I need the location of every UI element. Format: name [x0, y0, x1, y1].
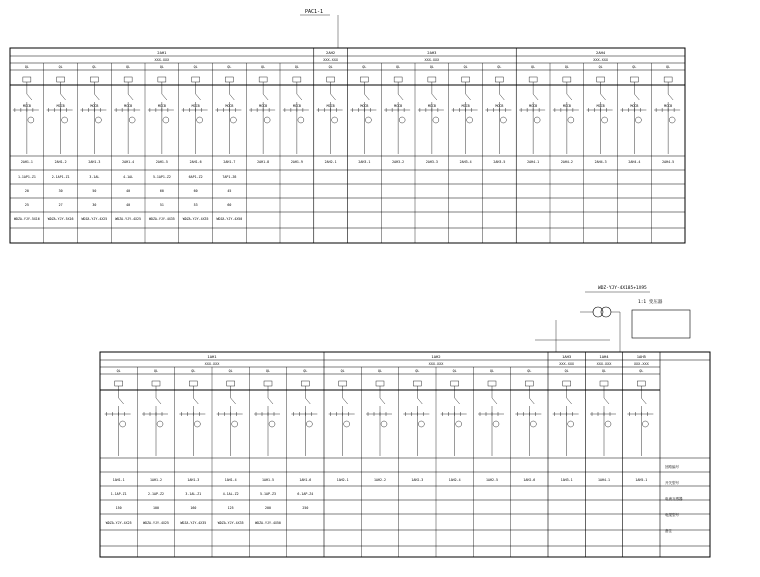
panel-a-cell-row1: 2AH4-4 — [628, 160, 641, 164]
panel-b-frame — [100, 352, 710, 557]
panel-a-cell-row1: 2AH1-8 — [257, 160, 270, 164]
panel-a-cell-row2: 6AP1-Z2 — [188, 175, 203, 179]
panel-a-col-tag: QL — [531, 65, 536, 69]
panel-a-cell-row4: 60 — [227, 203, 232, 207]
panel-b-cell-row1: 1AH2-3 — [411, 478, 424, 482]
panel-a-breaker-label: MCCB — [427, 104, 436, 108]
panel-a-col-tag: QL — [294, 65, 299, 69]
panel-b-col-tag: QL — [452, 369, 457, 373]
transformer-symbol — [535, 307, 690, 352]
panel-b-right-label: 开关型号 — [665, 481, 679, 485]
panel-b-cell-row1: 1AH2-1 — [336, 478, 349, 482]
panel-a-col-tag: QL — [92, 65, 97, 69]
panel-a-feeder — [182, 77, 208, 154]
panel-a-cell-row3: 60 — [193, 189, 198, 193]
panel-a-feeder — [620, 77, 646, 154]
panel-b-feeder — [478, 381, 504, 456]
panel-a-cell-row1: 2AH3-4 — [459, 160, 472, 164]
panel-b-right-label: 电缆型号 — [665, 513, 679, 517]
panel-a-feeder — [654, 77, 680, 154]
panel-a-breaker-label: MCCB — [124, 104, 133, 108]
panel-b-feeder — [403, 381, 429, 456]
panel-a-cell-row1: 2AH3-1 — [358, 160, 371, 164]
panel-b-section-sub: XXX-XXX — [596, 362, 612, 366]
panel-a-section-sub: XXX-XXX — [593, 58, 609, 62]
panel-b-cell-row2: 5-1AP-Z3 — [260, 492, 276, 496]
panel-a-breaker-label: MCCB — [259, 104, 268, 108]
top-tag: PAC1-1 — [305, 9, 324, 15]
panel-a-section-header: 2AH2 — [326, 50, 336, 55]
panel-b-right-label: 备注 — [665, 529, 672, 533]
panel-a-cell-cable: WDZA-YJY-4X35 — [182, 217, 209, 221]
panel-b-cell-cable: WDZA-YJY-4X25 — [143, 521, 169, 525]
panel-b-cell-row1: 1AH1-1 — [112, 478, 125, 482]
panel-a-feeder — [485, 77, 511, 154]
panel-a-breaker-label: MCCB — [495, 104, 504, 108]
panel-a-feeder — [587, 77, 613, 154]
panel-a-feeders — [10, 48, 685, 243]
panel-b-feeders — [100, 352, 660, 557]
right-cable-tag: WDZ-YJY-4X185+1X95 — [598, 286, 647, 291]
panel-a-cell-row1: 2AH3-5 — [493, 160, 506, 164]
panel-a-feeder — [384, 77, 410, 154]
panel-a-feeder — [519, 77, 545, 154]
panel-a-breaker-label: MCCB — [529, 104, 538, 108]
panel-a-section-sub: XXX-XXX — [424, 58, 440, 62]
panel-b-cell-row1: 1AH2-5 — [486, 478, 498, 482]
panel-b-cell-row1: 1AH5-1 — [635, 478, 648, 482]
panel-b-section-header: 1AH5 — [636, 354, 646, 359]
panel-b-feeder — [627, 381, 653, 456]
panel-b-section-header: 1AH4 — [599, 354, 609, 359]
panel-a-cell-row1: 2AH1-1 — [20, 160, 33, 164]
panel-b-cell-row3: 100 — [153, 506, 159, 510]
panel-a-col-tag: QL — [666, 65, 671, 69]
panel-b-cell-row1: 1AH1-2 — [150, 478, 162, 482]
panel-a-breaker-label: MCCB — [630, 104, 639, 108]
panel-b-section-header: 1AH2 — [431, 354, 441, 359]
panel-b-col-tag: QL — [303, 369, 308, 373]
panel-a-cell-row1: 2AH1-4 — [122, 160, 135, 164]
panel-b-col-tag: QL — [639, 369, 644, 373]
panel-a-cell-row1: 2AH2-1 — [324, 160, 337, 164]
panel-a-cell-row1: 2AH1-5 — [155, 160, 168, 164]
panel-b-section-sub: XXX-XXX — [428, 362, 444, 366]
panel-a-col-tag: QL — [598, 65, 603, 69]
panel-a-cell-row1: 2AH4-3 — [594, 160, 607, 164]
panel-b-cell-row2: 6-1AP-Z4 — [297, 492, 314, 496]
panel-b-cell-cable: WDZA-YJY-4X35 — [180, 521, 207, 525]
panel-a-cell-row4: 27 — [58, 203, 63, 207]
panel-a-section-header: 2AH3 — [427, 50, 437, 55]
panel-a-breaker-label: MCCB — [90, 104, 99, 108]
panel-a-cell-row1: 2AH3-3 — [425, 160, 438, 164]
panel-a-feeder — [249, 77, 275, 154]
panel-a-cell-row3: 30 — [58, 189, 63, 193]
panel-b-cell-row2: 3-1AL-Z1 — [185, 492, 202, 496]
panel-a-cell-row1: 2AH1-3 — [88, 160, 101, 164]
panel-a-cell-row1: 2AH1-2 — [54, 160, 67, 164]
panel-a-col-tag: QL — [159, 65, 164, 69]
panel-b-feeder — [590, 381, 616, 456]
panel-b-cell-cable: WDZA-YJY-4X50 — [255, 521, 281, 525]
panel-a-cell-cable: WDZA-YJY-4X50 — [216, 217, 243, 221]
panel-a-section-sub: XXX-XXX — [154, 58, 170, 62]
panel-a-cell-row1: 2AH4-2 — [560, 160, 573, 164]
panel-b-cell-row1: 1AH3-1 — [560, 478, 573, 482]
panel-b-feeder — [366, 381, 392, 456]
panel-a-cell-row2: 1-1AP1-Z1 — [17, 175, 36, 179]
panel-a-cell-row4: 51 — [159, 203, 164, 207]
panel-a-cell-row3: 50 — [92, 189, 97, 193]
panel-b-feeder — [105, 381, 131, 456]
panel-b-feeder — [515, 381, 541, 456]
panel-a-cell-row1: 2AH4-1 — [527, 160, 540, 164]
panel-b-col-tag: QL — [602, 369, 606, 373]
panel-b-col-tag: QL — [340, 369, 345, 373]
panel-a-cell-row3: 20 — [24, 189, 29, 193]
panel-a-cell-cable: WDZA-YJY-4X25 — [115, 217, 142, 221]
panel-a-cell-row1: 2AH1-9 — [290, 160, 303, 164]
panel-a-section-header: 2AH1 — [157, 50, 167, 55]
panel-b-cell-row3: 150 — [115, 506, 122, 510]
panel-b-section-sub: XXX-XXX — [633, 362, 649, 366]
panel-a-cell-row3: 40 — [126, 189, 131, 193]
panel-a-cell-row2: 2-1AP1-Z1 — [51, 175, 70, 179]
panel-a-col-tag: QL — [429, 65, 434, 69]
panel-a-cell-row4: 53 — [193, 203, 198, 207]
panel-a-col-tag: QL — [24, 65, 29, 69]
panel-a-breaker-label: MCCB — [326, 104, 335, 108]
panel-b-feeder — [441, 381, 467, 456]
panel-a-cell-row2: 3-1AL — [89, 175, 100, 179]
panel-a-breaker-label: MCCB — [360, 104, 369, 108]
panel-b-feeder — [329, 381, 355, 456]
panel-b-feeder — [217, 381, 243, 456]
panel-a-feeder — [553, 77, 579, 154]
transformer-note: 1:1 变压器 — [638, 300, 663, 305]
panel-b-cell-row3: 160 — [190, 506, 197, 510]
panel-a-cell-row1: 2AH1-7 — [223, 160, 236, 164]
panel-b-cell-row3: 125 — [227, 506, 234, 510]
panel-b-section-header: 1AH1 — [207, 354, 217, 359]
panel-a-col-tag: QL — [227, 65, 232, 69]
panel-b-col-tag: QL — [116, 369, 121, 373]
panel-a-col-tag: QL — [193, 65, 198, 69]
panel-a-breaker-label: MCCB — [225, 104, 234, 108]
panel-a-cell-cable: WDZA-YJY-5X16 — [47, 217, 74, 221]
panel-a-breaker-label: MCCB — [56, 104, 65, 108]
panel-b-cell-row3: 200 — [265, 506, 271, 510]
panel-a-feeder — [114, 77, 140, 154]
panel-a-breaker-label: MCCB — [191, 104, 200, 108]
panel-a-feeder — [47, 77, 73, 154]
panel-a-cell-row1: 2AH3-2 — [392, 160, 405, 164]
panel-b-col-tag: QL — [415, 369, 420, 373]
panel-a-feeder — [80, 77, 106, 154]
panel-b-cell-row1: 1AH1-5 — [262, 478, 274, 482]
panel-a-cell-row4: 30 — [92, 203, 97, 207]
panel-a-cell-cable: WDZA-YJY-4X35 — [148, 217, 175, 221]
panel-b-right-label: 电流互感器 — [665, 497, 683, 501]
panel-a-col-tag: QL — [564, 65, 569, 69]
panel-a-feeder — [350, 77, 376, 154]
panel-b-col-tag: QL — [228, 369, 233, 373]
panel-a-feeder — [283, 77, 309, 154]
panel-a-col-tag: QL — [328, 65, 333, 69]
panel-a-cell-row2: 7AP1-Z6 — [222, 175, 237, 179]
panel-a-cell-row1: 2AH4-5 — [662, 160, 675, 164]
panel-a-col-tag: QL — [126, 65, 131, 69]
panel-b-cell-row2: 4-1AL-Z2 — [222, 492, 239, 496]
panel-b-cell-row1: 1AH1-6 — [299, 478, 312, 482]
panel-b-section-sub: XXX-XXX — [559, 362, 575, 366]
panel-b-cell-row2: 2-1AP-Z2 — [148, 492, 164, 496]
panel-b-feeder — [254, 381, 280, 456]
panel-a-feeder — [452, 77, 478, 154]
panel-a-section-header: 2AH4 — [596, 50, 606, 55]
panel-b-right-label: 回路编号 — [665, 465, 679, 469]
panel-a-breaker-label: MCCB — [157, 104, 166, 108]
panel-b-cell-row1: 1AH1-4 — [224, 478, 237, 482]
panel-a-col-tag: QL — [58, 65, 63, 69]
panel-b-feeder — [179, 381, 205, 456]
panel-a-col-tag: QL — [632, 65, 637, 69]
panel-b-col-tag: QL — [490, 369, 494, 373]
panel-a-cell-cable: WDZA-YJY-5X16 — [13, 217, 40, 221]
panel-b-cell-row2: 1-1AP-Z1 — [110, 492, 127, 496]
panel-a-cell-row1: 2AH1-6 — [189, 160, 202, 164]
panel-b-cell-cable: WDZA-YJY-4X25 — [105, 521, 132, 525]
panel-b-cell-row3: 250 — [302, 506, 309, 510]
panel-b-cell-row1: 1AH1-3 — [187, 478, 200, 482]
panel-b-cell-row1: 1AH2-2 — [374, 478, 386, 482]
panel-a-breaker-label: MCCB — [664, 104, 673, 108]
panel-a-cell-row2: 4-1AL — [123, 175, 134, 179]
panel-a-section-sub: XXX-XXX — [323, 58, 339, 62]
panel-a-feeder — [215, 77, 241, 154]
panel-a-feeder — [418, 77, 444, 154]
panel-b-section-header: 1AH3 — [562, 354, 572, 359]
panel-a-col-tag: QL — [396, 65, 401, 69]
panel-a-col-tag: QL — [463, 65, 468, 69]
panel-b-section-sub: XXX-XXX — [204, 362, 220, 366]
panel-b-feeder — [291, 381, 317, 456]
panel-b-col-tag: QL — [527, 369, 532, 373]
panel-b-feeder — [142, 381, 168, 456]
panel-b-feeder — [553, 381, 579, 456]
panel-a-breaker-label: MCCB — [596, 104, 605, 108]
panel-a-breaker-label: MCCB — [461, 104, 470, 108]
panel-a-cell-cable: WDZA-YJY-4X25 — [81, 217, 108, 221]
panel-b-cell-row1: 1AH2-4 — [448, 478, 461, 482]
panel-a-col-tag: QL — [497, 65, 502, 69]
panel-a-breaker-label: MCCB — [394, 104, 403, 108]
panel-b-cell-row1: 1AH2-6 — [523, 478, 536, 482]
panel-a-col-tag: QL — [261, 65, 266, 69]
panel-a-cell-row2: 5-1AP1-Z2 — [152, 175, 171, 179]
panel-a-cell-row3: 45 — [227, 189, 232, 193]
panel-a-cell-row4: 40 — [126, 203, 131, 207]
panel-b-col-tag: QL — [266, 369, 270, 373]
panel-a-cell-row4: 25 — [24, 203, 29, 207]
panel-b-col-tag: QL — [191, 369, 196, 373]
panel-a-col-tag: QL — [362, 65, 367, 69]
panel-b-col-tag: QL — [154, 369, 158, 373]
panel-a-feeder — [317, 77, 343, 154]
panel-a-breaker-label: MCCB — [562, 104, 571, 108]
panel-a-feeder — [148, 77, 174, 154]
panel-b-col-tag: QL — [378, 369, 382, 373]
panel-b-col-tag: QL — [564, 369, 569, 373]
panel-a-feeder — [13, 77, 39, 154]
panel-b-cell-cable: WDZA-YJY-4X35 — [217, 521, 244, 525]
panel-a-cell-row3: 60 — [159, 189, 164, 193]
panel-a-breaker-label: MCCB — [292, 104, 301, 108]
panel-b-cell-row1: 1AH4-1 — [598, 478, 610, 482]
panel-a-breaker-label: MCCB — [22, 104, 31, 108]
